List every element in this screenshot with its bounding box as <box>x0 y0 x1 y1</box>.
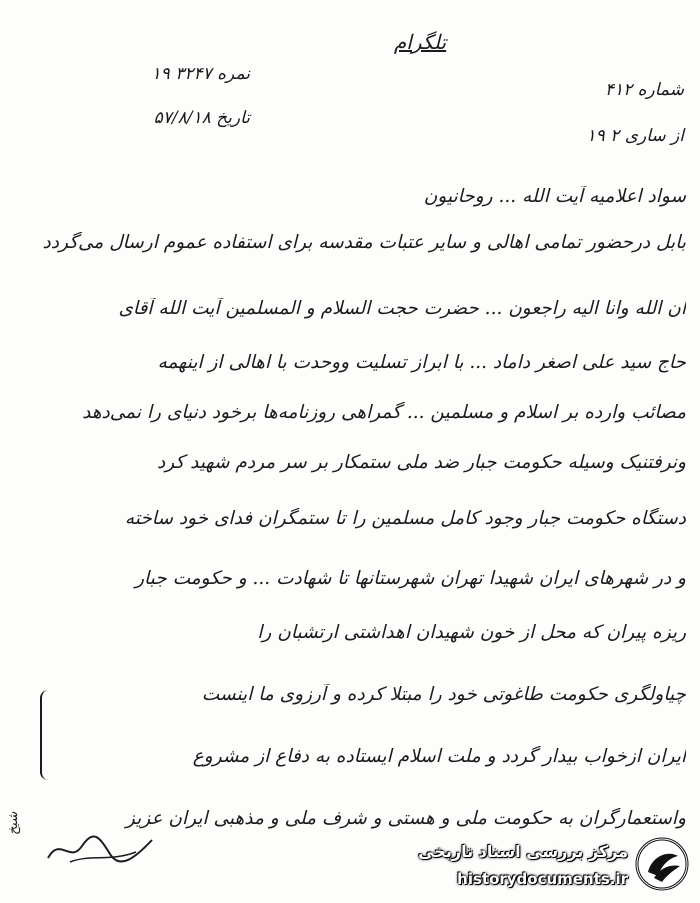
body-line-3: ان الله وانا الیه راجعون ... حضرت حجت السلام و المسلمین آیت الله آقای <box>118 298 686 319</box>
body-line-10: چیاولگری حکومت طاغوتی خود را مبتلا کرده و آرزوی ما اینست <box>201 684 686 705</box>
archive-watermark <box>412 830 700 903</box>
document-number: شماره ۴۱۲ <box>604 80 684 100</box>
margin-brace <box>40 690 60 780</box>
signature <box>40 828 160 868</box>
document-date: تاریخ ۵۷/۸/۱۸ <box>153 108 250 128</box>
margin-note: شیخ <box>6 811 21 835</box>
body-line-11: ایران ازخواب بیدار گردد و ملت اسلام ایستاده به دفاع از مشروع <box>192 746 686 767</box>
body-line-4: حاج سید علی اصغر داماد ... با ابراز تسلیت ووحدت با اهالی از اینهمه <box>157 352 686 373</box>
watermark-url: historydocuments.ir <box>457 870 628 888</box>
archive-logo-icon <box>634 836 690 892</box>
body-line-2: بابل درحضور تمامی اهالی و سایر عتبات مقدسه برای استفاده عموم ارسال می‌گردد <box>42 232 686 253</box>
body-line-1: سواد اعلامیه آیت الله ... روحانیون <box>423 186 686 207</box>
body-line-5: مصائب وارده بر اسلام و مسلمین ... گمراهی روزنامه‌ها برخود دنیای را نمی‌دهد <box>82 402 686 423</box>
document-title: تلگرام <box>393 30 447 54</box>
watermark-title: مرکز بررسی اسناد تاریخی <box>418 842 628 861</box>
body-line-6: ونرفتنیک وسیله حکومت جبار ضد ملی ستمکار بر سر مردم شهید کرد <box>157 452 686 473</box>
body-line-9: ریزه پیران که محل از خون شهیدان اهداشتی ارتشبان را <box>257 622 686 643</box>
sender-line: از ساری ۲ ۱۹ <box>586 126 684 146</box>
body-line-8: و در شهرهای ایران شهیدا تهران شهرستانها تا شهادت ... و حکومت جبار <box>135 568 686 589</box>
body-line-7: دستگاه حکومت جبار وجود کامل مسلمین را تا ستمگران فدای خود ساخته <box>124 508 686 529</box>
body-line-12: واستعمارگران به حکومت ملی و هستی و شرف ملی و مذهبی ایران عزیز <box>125 808 686 829</box>
reference-number: نمره ۳۲۴۷ ۱۹ <box>151 64 250 84</box>
